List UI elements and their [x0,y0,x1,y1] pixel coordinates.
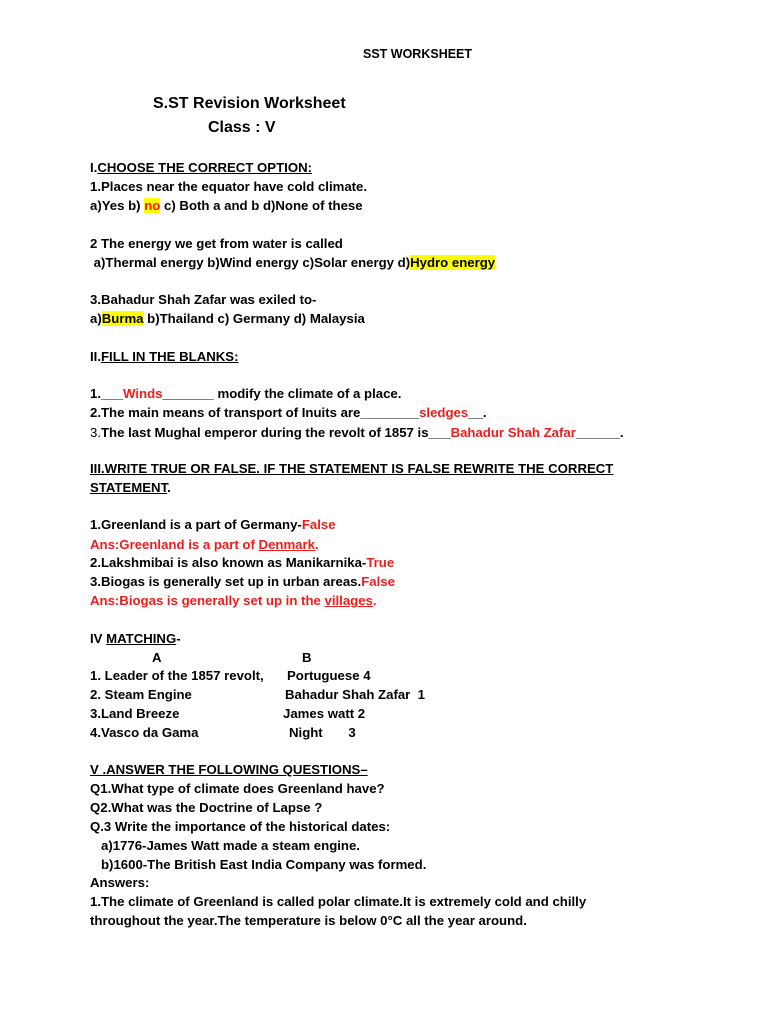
tf-3-correction-word: villages [324,593,373,608]
question-2: Q2.What was the Doctrine of Lapse ? [90,800,323,815]
section-4-prefix: IV [90,631,107,646]
answers-label: Answers: [90,875,150,890]
section-2-title: FILL IN THE BLANKS: [101,349,239,364]
section-3-heading-end: . [167,480,171,495]
blank-2 [90,405,487,421]
tf-1 [90,517,336,533]
tf-3-correction [90,593,377,609]
mcq-1-options-start: a)Yes b) [90,198,145,213]
mcq-2-options [90,255,495,271]
matching-row-4-a: 4.Vasco da Gama [90,725,199,740]
blank-2-answer: sledges [419,405,469,420]
section-1-heading [90,160,312,176]
worksheet-title: S.ST Revision Worksheet [153,95,346,112]
mcq-3-question: 3.Bahadur Shah Zafar was exiled to- [90,292,317,307]
tf-1-correction-word: Denmark [258,537,315,552]
section-3-heading-word: STATEMENT [90,480,168,495]
blank-3-start: The last Mughal emperor during the revolt of 1857 is___ [101,425,451,440]
page-header: SST WORKSHEET [363,47,473,61]
tf-1-correction [90,537,319,553]
tf-3 [90,574,395,590]
question-1: Q1.What type of climate does Greenland have? [90,781,385,796]
tf-3-answer: False [361,574,395,589]
tf-1-answer: False [301,517,336,532]
mcq-2-answer: Hydro energy [410,255,496,270]
mcq-3-options [90,311,365,327]
blank-2-end: __. [468,405,487,420]
blank-2-start: 2.The main means of transport of Inuits are________ [90,405,420,420]
section-4-heading [90,631,181,647]
answer-1-line-1: 1.The climate of Greenland is called polar climate.It is extremely cold and chilly [90,894,587,909]
tf-3-statement: 3.Biogas is generally set up in urban areas. [90,574,362,589]
question-3: Q.3 Write the importance of the historical dates: [90,819,391,834]
section-2-heading [90,349,238,365]
matching-row-1-b: Portuguese 4 [287,668,371,683]
answer-1-line-2: throughout the year.The temperature is below 0°C all the year around. [90,913,527,928]
mcq-3-options-end: b)Thailand c) Germany d) Malaysia [143,311,365,326]
question-3-part-a: a)1776-James Watt made a steam engine. [90,838,360,853]
blank-3-end: ______. [575,425,624,440]
section-1-title: CHOOSE THE CORRECT OPTION: [97,160,312,175]
mcq-1-options [90,198,363,214]
mcq-1-options-end: c) Both a and b d)None of these [160,198,363,213]
question-3-part-b: b)1600-The British East India Company was formed. [90,857,427,872]
matching-row-2-b: Bahadur Shah Zafar 1 [285,687,425,702]
blank-3-number: 3. [90,425,101,440]
section-1-prefix: I. [90,160,98,175]
mcq-2-options-start: a)Thermal energy b)Wind energy c)Solar energy d) [90,255,411,270]
tf-3-correction-text: Ans:Biogas is generally set up in the [90,593,325,608]
blank-1-end: _______ modify the climate of a place. [162,386,402,401]
matching-row-3-a: 3.Land Breeze [90,706,180,721]
mcq-3-options-start: a) [90,311,102,326]
mcq-3-answer: Burma [101,311,144,326]
mcq-2-question: 2 The energy we get from water is called [90,236,343,251]
mcq-1-question: 1.Places near the equator have cold climate. [90,179,368,194]
matching-row-2-a: 2. Steam Engine [90,687,192,702]
section-4-title: MATCHING [106,631,177,646]
section-5-heading: V .ANSWER THE FOLLOWING QUESTIONS– [90,762,368,777]
blank-3 [90,425,624,441]
section-2-prefix: II. [90,349,101,364]
tf-3-correction-end: . [372,593,377,608]
matching-row-1-a: 1. Leader of the 1857 revolt, [90,668,264,683]
blank-1-start: 1.___ [90,386,124,401]
blank-3-answer: Bahadur Shah Zafar [450,425,576,440]
class-label: Class : V [208,119,276,136]
matching-column-a-header: A [152,650,162,665]
tf-1-correction-end: . [315,537,319,552]
tf-1-statement: 1.Greenland is a part of Germany- [90,517,302,532]
blank-1 [90,386,401,402]
matching-row-4-b: Night 3 [289,725,356,740]
matching-column-b-header: B [302,650,312,665]
mcq-1-answer: no [144,198,161,213]
section-3-heading-line-1: III.WRITE TRUE OR FALSE. IF THE STATEMENT IS FALSE REWRITE THE CORRECT [90,461,614,476]
tf-2 [90,555,394,571]
blank-1-answer: Winds [123,386,163,401]
tf-1-correction-text: Ans:Greenland is a part of [90,537,259,552]
matching-row-3-b: James watt 2 [283,706,366,721]
section-4-heading-end: - [176,631,181,646]
tf-2-statement: 2.Lakshmibai is also known as Manikarnika- [90,555,367,570]
tf-2-answer: True [366,555,395,570]
section-3-heading-line-2 [90,480,171,496]
